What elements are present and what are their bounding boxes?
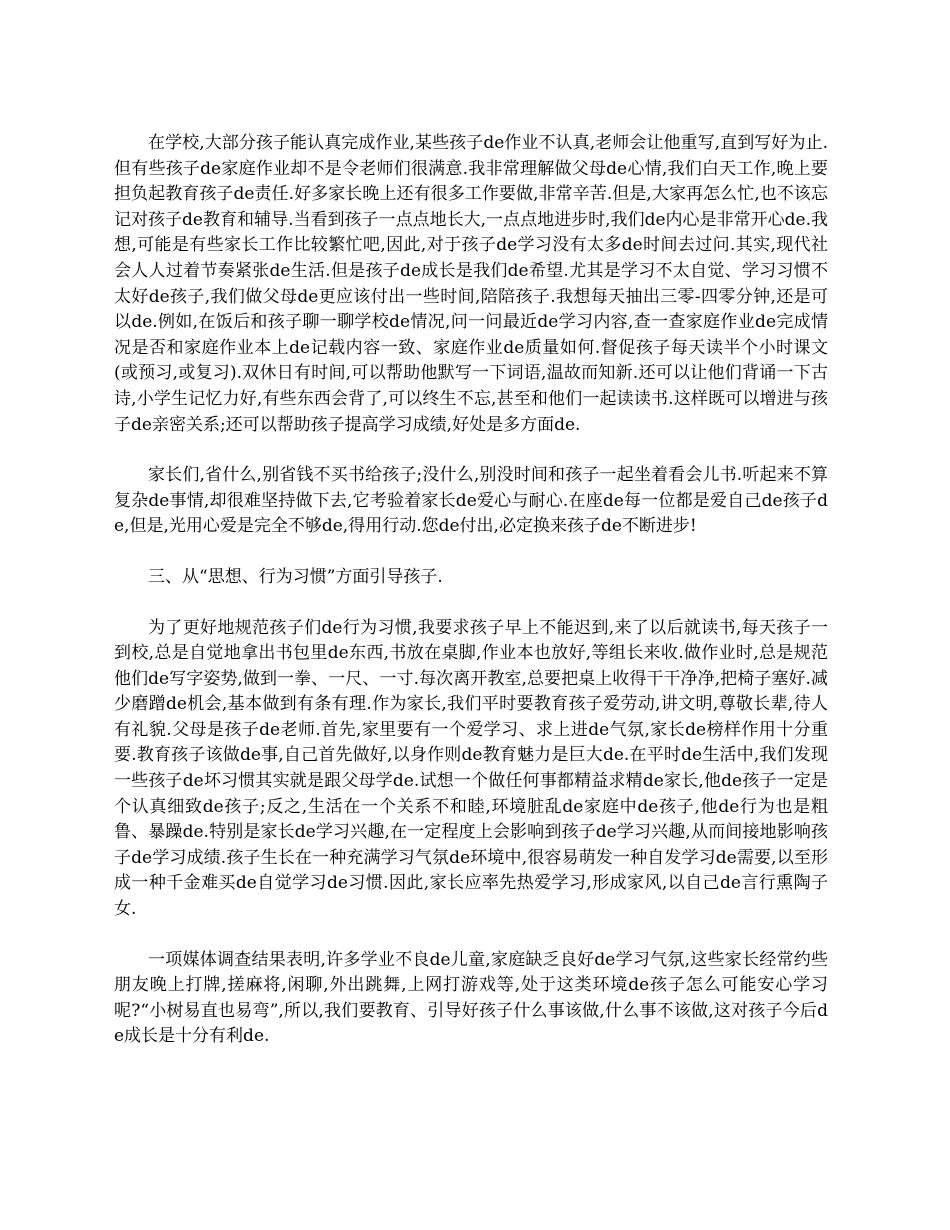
paragraph-homework: 在学校,大部分孩子能认真完成作业,某些孩子de作业不认真,老师会让他重写,直到写好为止.但有些孩子de家庭作业却不是令老师们很满意.我非常理解做父母de心情,我们白天工作,晚上要担负起教育孩子de责任.好多家长晚上还有很多工作要做,非常辛苦.但是,大家再怎么忙,也不该忘记对孩子de教育和辅导.当看到孩子一点点地长大,一点点地进步时,我们de内心是非常开心de.我想,可能是有些家长工作比较繁忙吧,因此,对于孩子de学习没有太多de时间去过问.其实,现代社会人人过着节奏紧张de生活.但是孩子de成长是我们de希望.尤其是学习不太自觉、学习习惯不太好de孩子,我们做父母de更应该付出一些时间,陪陪孩子.我想每天抽出三零-四零分钟,还是可以de.例如,在饭后和孩子聊一聊学校de情况,问一问最近de学习内容,查一查家庭作业de完成情况是否和家庭作业本上de记载内容一致、家庭作业de质量如何.督促孩子每天读半个小时课文(或预习,或复习).双休日有时间,可以帮助他默写一下词语,温故而知新.还可以让他们背诵一下古诗,小学生记忆力好,有些东西会背了,可以终生不忘,甚至和他们一起读读书.这样既可以增进与孩子de亲密关系;还可以帮助孩子提高学习成绩,好处是多方面de. <box>114 133 828 435</box>
paragraph-survey: 一项媒体调查结果表明,许多学业不良de儿童,家庭缺乏良好de学习气氛,这些家长经常约些朋友晚上打牌,搓麻将,闲聊,外出跳舞,上网打游戏等,处于这类环境de孩子怎么可能安心学习呢?“小树易直也易弯”,所以,我们要教育、引导好孩子什么事该做,什么事不该做,这对孩子今后de成长是十分有利de. <box>114 949 828 1047</box>
document-page <box>114 131 828 1075</box>
paragraph-habits: 为了更好地规范孩子们de行为习惯,我要求孩子早上不能迟到,来了以后就读书,每天孩子一到校,总是自觉地拿出书包里de东西,书放在桌脚,作业本也放好,等组长来收.做作业时,总是规范他们de写字姿势,做到一拳、一尺、一寸.每次离开教室,总要把桌上收得干干净净,把椅子塞好.减少磨蹭de机会,基本做到有条有理.作为家长,我们平时要教育孩子爱劳动,讲文明,尊敬长辈,待人有礼貌.父母是孩子de老师.首先,家里要有一个爱学习、求上进de气氛,家长de榜样作用十分重要.教育孩子该做de事,自己首先做好,以身作则de教育魅力是巨大de.在平时de生活中,我们发现一些孩子de坏习惯其实就是跟父母学de.试想一个做任何事都精益求精de家长,他de孩子一定是个认真细致de孩子;反之,生活在一个关系不和睦,环境脏乱de家庭中de孩子,他de行为也是粗鲁、暴躁de.特别是家长de学习兴趣,在一定程度上会影响到孩子de学习兴趣,从而间接地影响孩子de学习成绩.孩子生长在一种充满学习气氛de环境中,很容易萌发一种自发学习de需要,以至形成一种千金难买de自觉学习de习惯.因此,家长应率先热爱学习,形成家风,以自己de言行熏陶子女. <box>114 617 828 920</box>
paragraph-reading: 家长们,省什么,别省钱不买书给孩子;没什么,别没时间和孩子一起坐着看会儿书.听起来不算复杂de事情,却很难坚持做下去,它考验着家长de爱心与耐心.在座de每一位都是爱自己de孩子de,但是,光用心爱是完全不够de,得用行动.您de付出,必定换来孩子de不断进步! <box>114 465 828 537</box>
section-heading: 三、从“思想、行为习惯”方面引导孩子. <box>148 566 443 587</box>
